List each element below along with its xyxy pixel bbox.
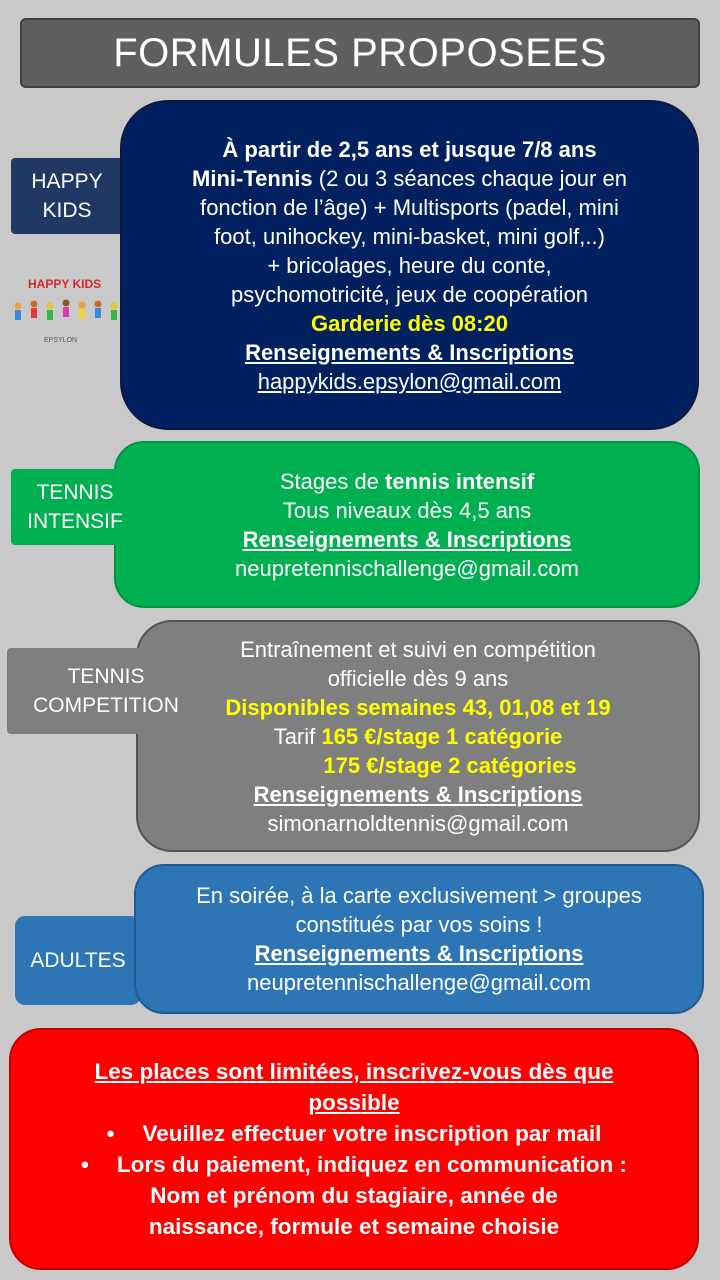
- competition-tarif2: 175 €/stage 2 catégories: [323, 752, 577, 778]
- logo-title: HAPPY KIDS: [28, 277, 102, 291]
- competition-availability: Disponibles semaines 43, 01,08 et 19: [225, 694, 611, 720]
- notice-line4: naissance, formule et semaine choisie: [148, 1214, 560, 1239]
- page-title: FORMULES PROPOSEES: [20, 18, 700, 88]
- tennis-intensif-bold: tennis intensif: [385, 468, 535, 494]
- notice-bullet-1: [107, 1118, 602, 1149]
- adultes-line1: En soirée, à la carte exclusivement > groupes: [196, 883, 642, 908]
- happy-kids-garderie: Garderie dès 08:20: [311, 310, 508, 336]
- logo-subtitle: EPSYLON: [44, 337, 78, 344]
- happy-kids-email-link[interactable]: happykids.epsylon@gmail.com: [257, 368, 562, 394]
- adultes-email[interactable]: neupretennischallenge@gmail.com: [247, 970, 591, 995]
- tennis-intensif-email[interactable]: neupretennischallenge@gmail.com: [235, 555, 579, 581]
- tarif-one-category: 165 €/stage 1 catégorie: [321, 723, 563, 749]
- notice-bullet-1-text: Veuillez effectuer votre inscription par mail: [142, 1121, 602, 1146]
- happy-kids-line6: psychomotricité, jeux de coopération: [230, 281, 589, 307]
- happy-kids-label: HAPPY KIDS: [11, 158, 123, 234]
- tennis-intensif-label: TENNIS INTENSIF: [11, 469, 139, 545]
- adultes-box: [134, 864, 704, 1014]
- tennis-intensif-line1-pre: Stages de: [279, 468, 386, 494]
- tennis-intensif-line2: Tous niveaux dès 4,5 ans: [282, 497, 532, 523]
- competition-line1: Entraînement et suivi en compétition: [240, 636, 596, 662]
- happy-kids-line3: fonction de l’âge) + Multisports (padel, mini: [200, 194, 619, 220]
- competition-tarif1: [274, 722, 563, 751]
- notice-bullet-2: [81, 1149, 627, 1180]
- notice-bullet-2-text: Lors du paiement, indiquez en communication :: [116, 1152, 627, 1177]
- tennis-competition-box: [136, 620, 700, 852]
- happy-kids-age: À partir de 2,5 ans et jusque 7/8 ans: [222, 136, 597, 162]
- competition-email[interactable]: simonarnoldtennis@gmail.com: [267, 810, 569, 836]
- adultes-info-heading: Renseignements & Inscriptions: [254, 941, 584, 966]
- tarif-prefix: Tarif: [273, 723, 322, 749]
- tennis-intensif-info-heading: Renseignements & Inscriptions: [242, 526, 572, 552]
- tennis-intensif-line1: [280, 467, 534, 496]
- happy-kids-line4: foot, unihockey, mini-basket, mini golf,..): [214, 223, 605, 249]
- notice-box: [9, 1028, 699, 1270]
- competition-line2: officielle dès 9 ans: [327, 665, 509, 691]
- mini-tennis-label: Mini-Tennis: [192, 165, 313, 191]
- notice-heading-line2: possible: [308, 1090, 400, 1115]
- kids-figures-icon: [15, 298, 133, 320]
- notice-line3: Nom et prénom du stagiaire, année de: [150, 1183, 558, 1208]
- happy-kids-line5: + bricolages, heure du conte,: [267, 252, 552, 278]
- bullet-icon: •: [106, 1121, 115, 1146]
- tennis-competition-label: TENNIS COMPETITION: [7, 648, 205, 734]
- happy-kids-logo: [4, 272, 138, 348]
- tennis-intensif-box: [114, 441, 700, 608]
- bullet-icon: •: [81, 1152, 89, 1177]
- happy-kids-line2: [192, 164, 627, 193]
- happy-kids-info-heading: Renseignements & Inscriptions: [245, 339, 574, 365]
- notice-heading-line1: Les places sont limitées, inscrivez-vous dès que: [94, 1059, 614, 1084]
- happy-kids-line2-rest: (2 ou 3 séances chaque jour en: [312, 165, 627, 191]
- adultes-line2: constitués par vos soins !: [295, 912, 543, 937]
- competition-info-heading: Renseignements & Inscriptions: [253, 781, 583, 807]
- happy-kids-box: [120, 100, 699, 430]
- adultes-label: ADULTES: [15, 916, 141, 1005]
